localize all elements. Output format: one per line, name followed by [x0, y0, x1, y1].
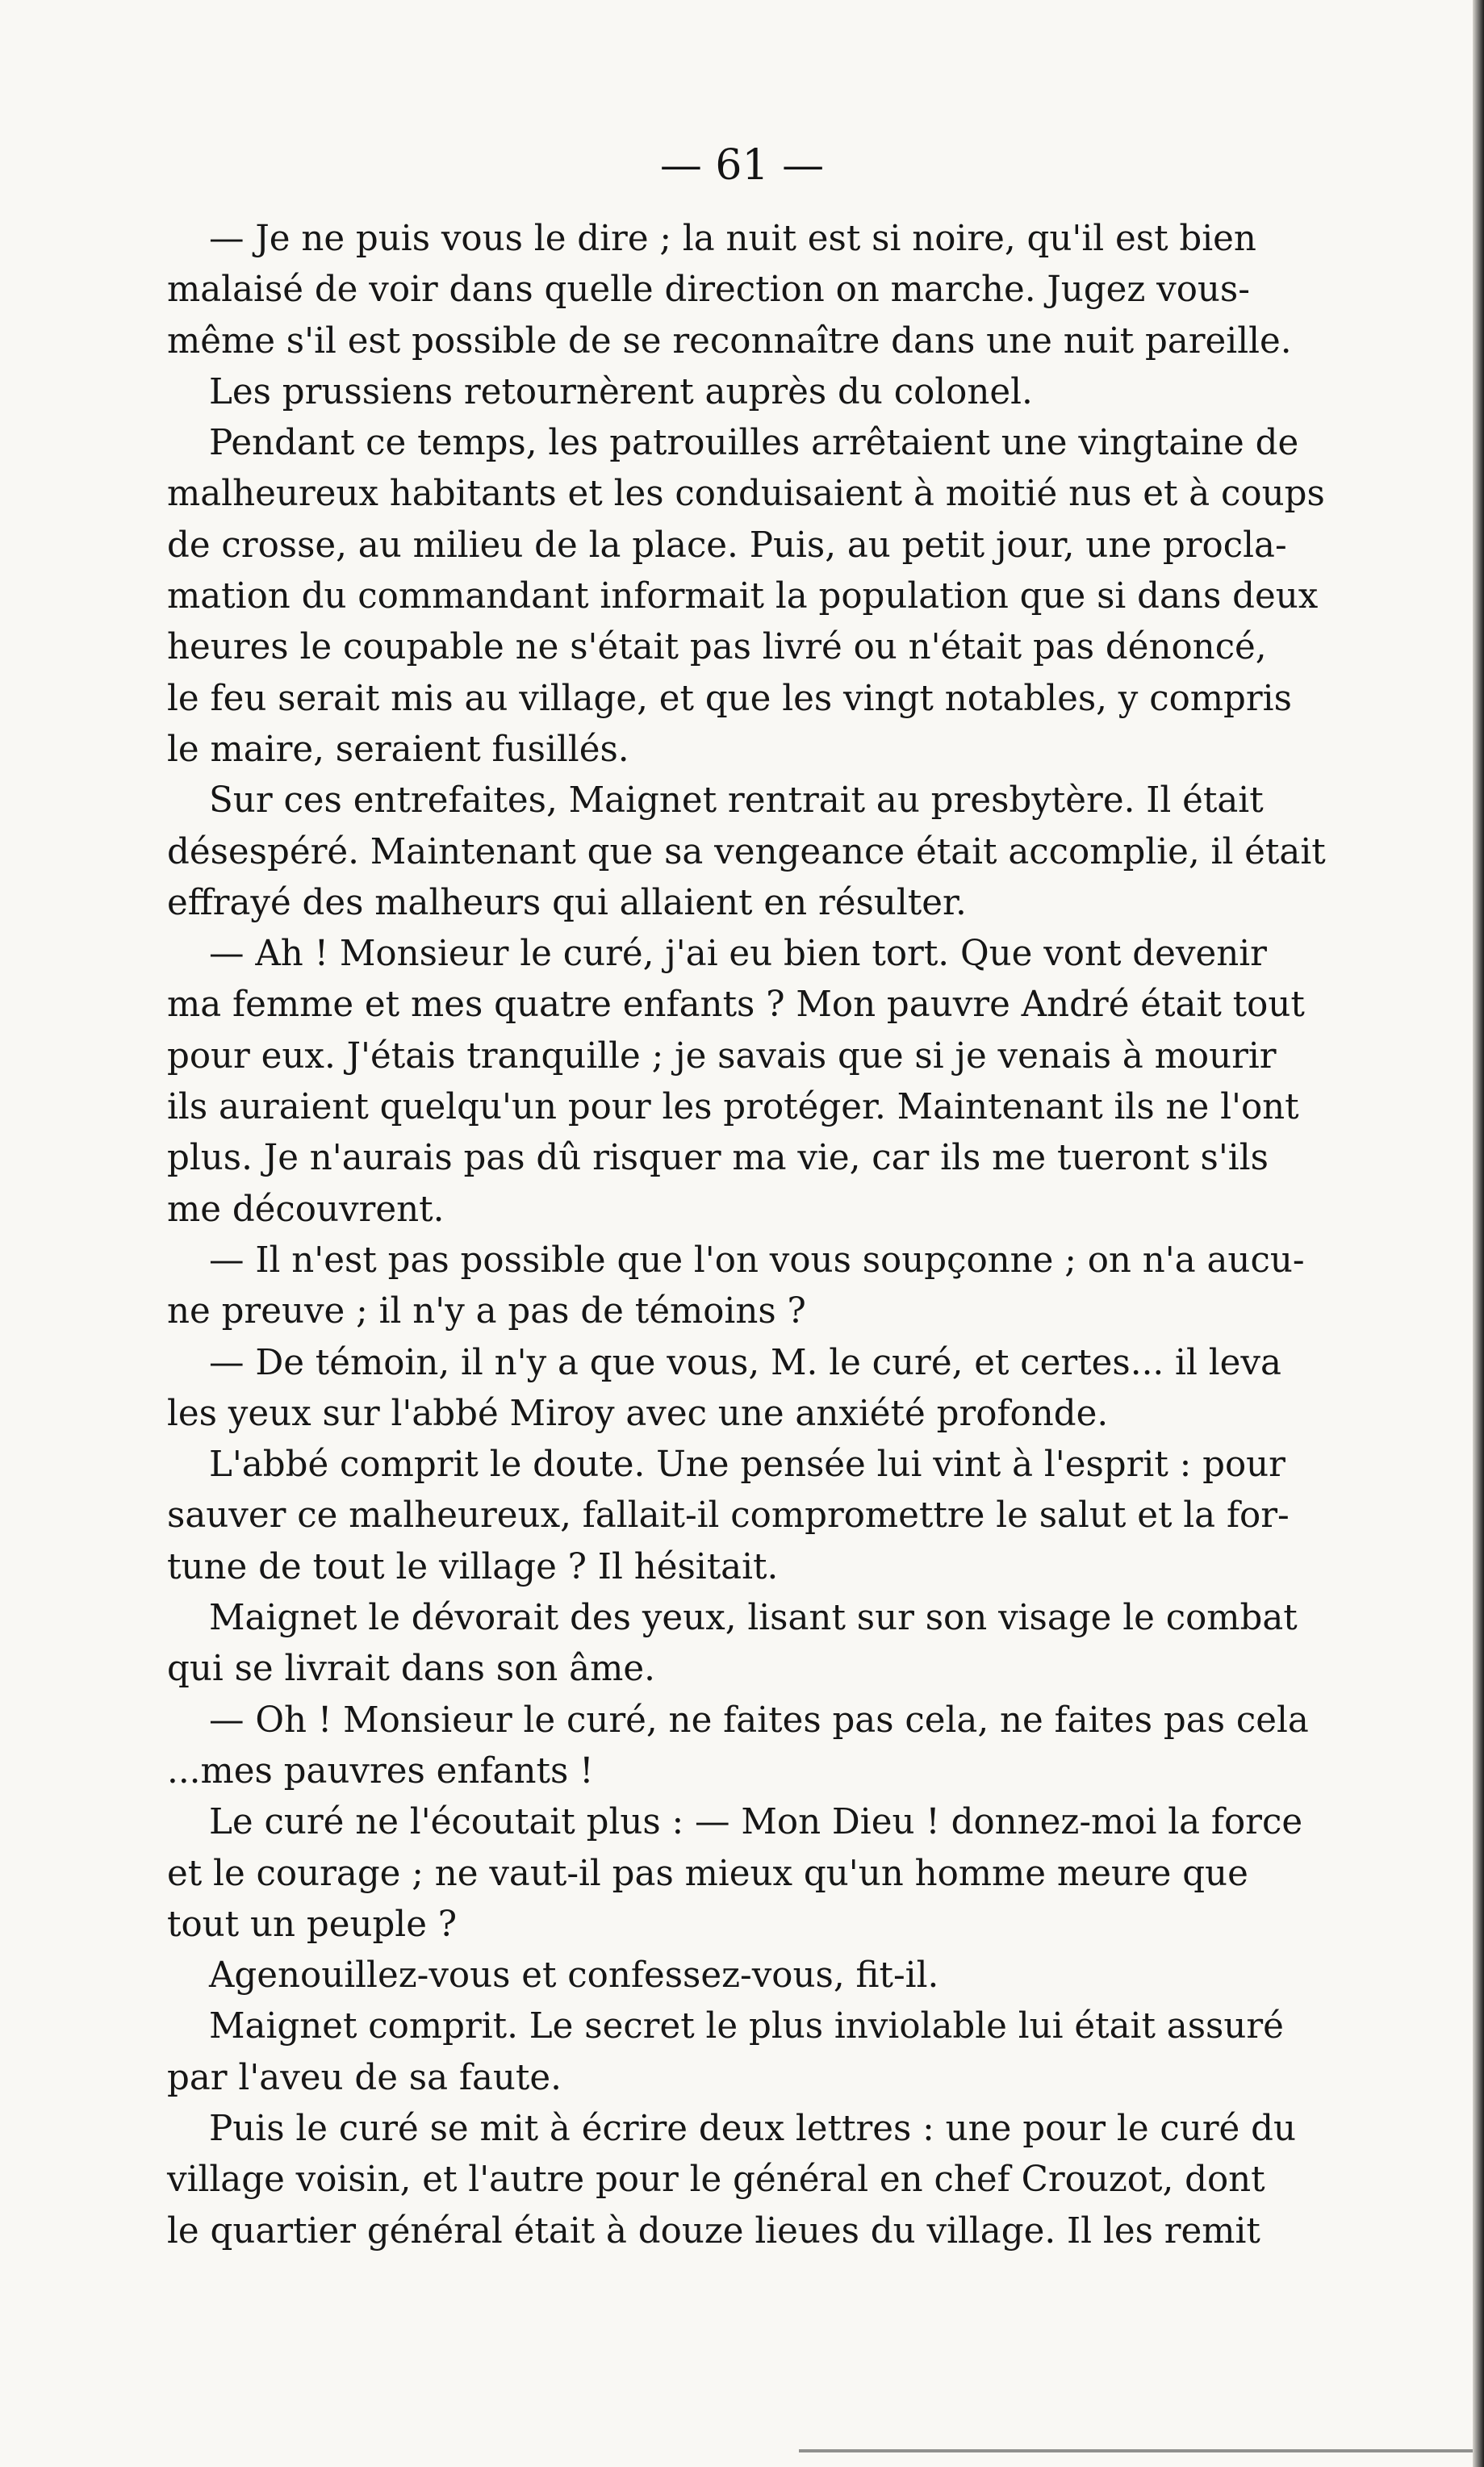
text-line: ils auraient quelqu'un pour les protéger. Maintenant ils ne l'ont	[167, 1087, 1299, 1128]
text-line: Pendant ce temps, les patrouilles arrêtaient une vingtaine de	[209, 423, 1299, 464]
text-line: sauver ce malheureux, fallait-il compromettre le salut et la for-	[167, 1495, 1290, 1537]
text-line: — De témoin, il n'y a que vous, M. le curé, et certes... il leva	[209, 1342, 1281, 1383]
text-line: tune de tout le village ? Il hésitait.	[167, 1546, 779, 1587]
text-line: plus. Je n'aurais pas dû risquer ma vie, car ils me tueront s'ils	[167, 1138, 1269, 1179]
text-line: L'abbé comprit le doute. Une pensée lui vint à l'esprit : pour	[209, 1445, 1285, 1486]
text-line: Agenouillez-vous et confessez-vous, fit-il.	[209, 1955, 939, 1997]
text-line: les yeux sur l'abbé Miroy avec une anxiété profonde.	[167, 1393, 1109, 1434]
text-line: ...mes pauvres enfants !	[167, 1750, 594, 1792]
text-line: de crosse, au milieu de la place. Puis, au petit jour, une procla-	[167, 525, 1287, 566]
text-line: et le courage ; ne vaut-il pas mieux qu'un homme meure que	[167, 1853, 1248, 1894]
body-text	[167, 214, 1426, 2257]
text-line: tout un peuple ?	[167, 1904, 458, 1945]
text-line: heures le coupable ne s'était pas livré ou n'était pas dénoncé,	[167, 627, 1267, 668]
page-number: — 61 —	[659, 141, 825, 190]
text-line: village voisin, et l'autre pour le général en chef Crouzot, dont	[167, 2160, 1265, 2201]
text-line: malaisé de voir dans quelle direction on marche. Jugez vous-	[167, 270, 1250, 311]
text-line: Le curé ne l'écoutait plus : — Mon Dieu ! donnez-moi la force	[209, 1802, 1303, 1843]
text-line: — Ah ! Monsieur le curé, j'ai eu bien tort. Que vont devenir	[209, 934, 1267, 975]
text-line: Maignet comprit. Le secret le plus inviolable lui était assuré	[209, 2006, 1284, 2047]
text-line: malheureux habitants et les conduisaient à moitié nus et à coups	[167, 474, 1325, 515]
text-line: Sur ces entrefaites, Maignet rentrait au presbytère. Il était	[209, 780, 1264, 822]
text-line: pour eux. J'étais tranquille ; je savais que si je venais à mourir	[167, 1035, 1277, 1077]
text-line: Puis le curé se mit à écrire deux lettres : une pour le curé du	[209, 2108, 1296, 2149]
text-line: le feu serait mis au village, et que les vingt notables, y compris	[167, 678, 1292, 719]
bottom-scan-edge	[799, 2449, 1473, 2452]
text-line: le maire, seraient fusillés.	[167, 729, 629, 770]
text-line: me découvrent.	[167, 1189, 445, 1230]
text-line: Les prussiens retournèrent auprès du colonel.	[209, 371, 1033, 412]
text-line: désespéré. Maintenant que sa vengeance était accomplie, il était	[167, 831, 1326, 872]
text-line: même s'il est possible de se reconnaître dans une nuit pareille.	[167, 320, 1292, 362]
text-line: — Oh ! Monsieur le curé, ne faites pas cela, ne faites pas cela	[209, 1700, 1309, 1741]
text-line: — Il n'est pas possible que l'on vous soupçonne ; on n'a aucu-	[209, 1240, 1305, 1281]
text-line: ma femme et mes quatre enfants ? Mon pauvre André était tout	[167, 985, 1305, 1026]
text-line: Maignet le dévorait des yeux, lisant sur son visage le combat	[209, 1598, 1298, 1639]
text-line: mation du commandant informait la population que si dans deux	[167, 576, 1319, 617]
text-line: effrayé des malheurs qui allaient en résulter.	[167, 882, 967, 923]
text-line: — Je ne puis vous le dire ; la nuit est si noire, qu'il est bien	[209, 219, 1256, 259]
text-line: qui se livrait dans son âme.	[167, 1649, 655, 1690]
right-scan-edge	[1473, 0, 1484, 2467]
text-line: ne preuve ; il n'y a pas de témoins ?	[167, 1291, 806, 1332]
text-line: le quartier général était à douze lieues du village. Il les remit	[167, 2210, 1260, 2252]
text-line: par l'aveu de sa faute.	[167, 2057, 562, 2098]
